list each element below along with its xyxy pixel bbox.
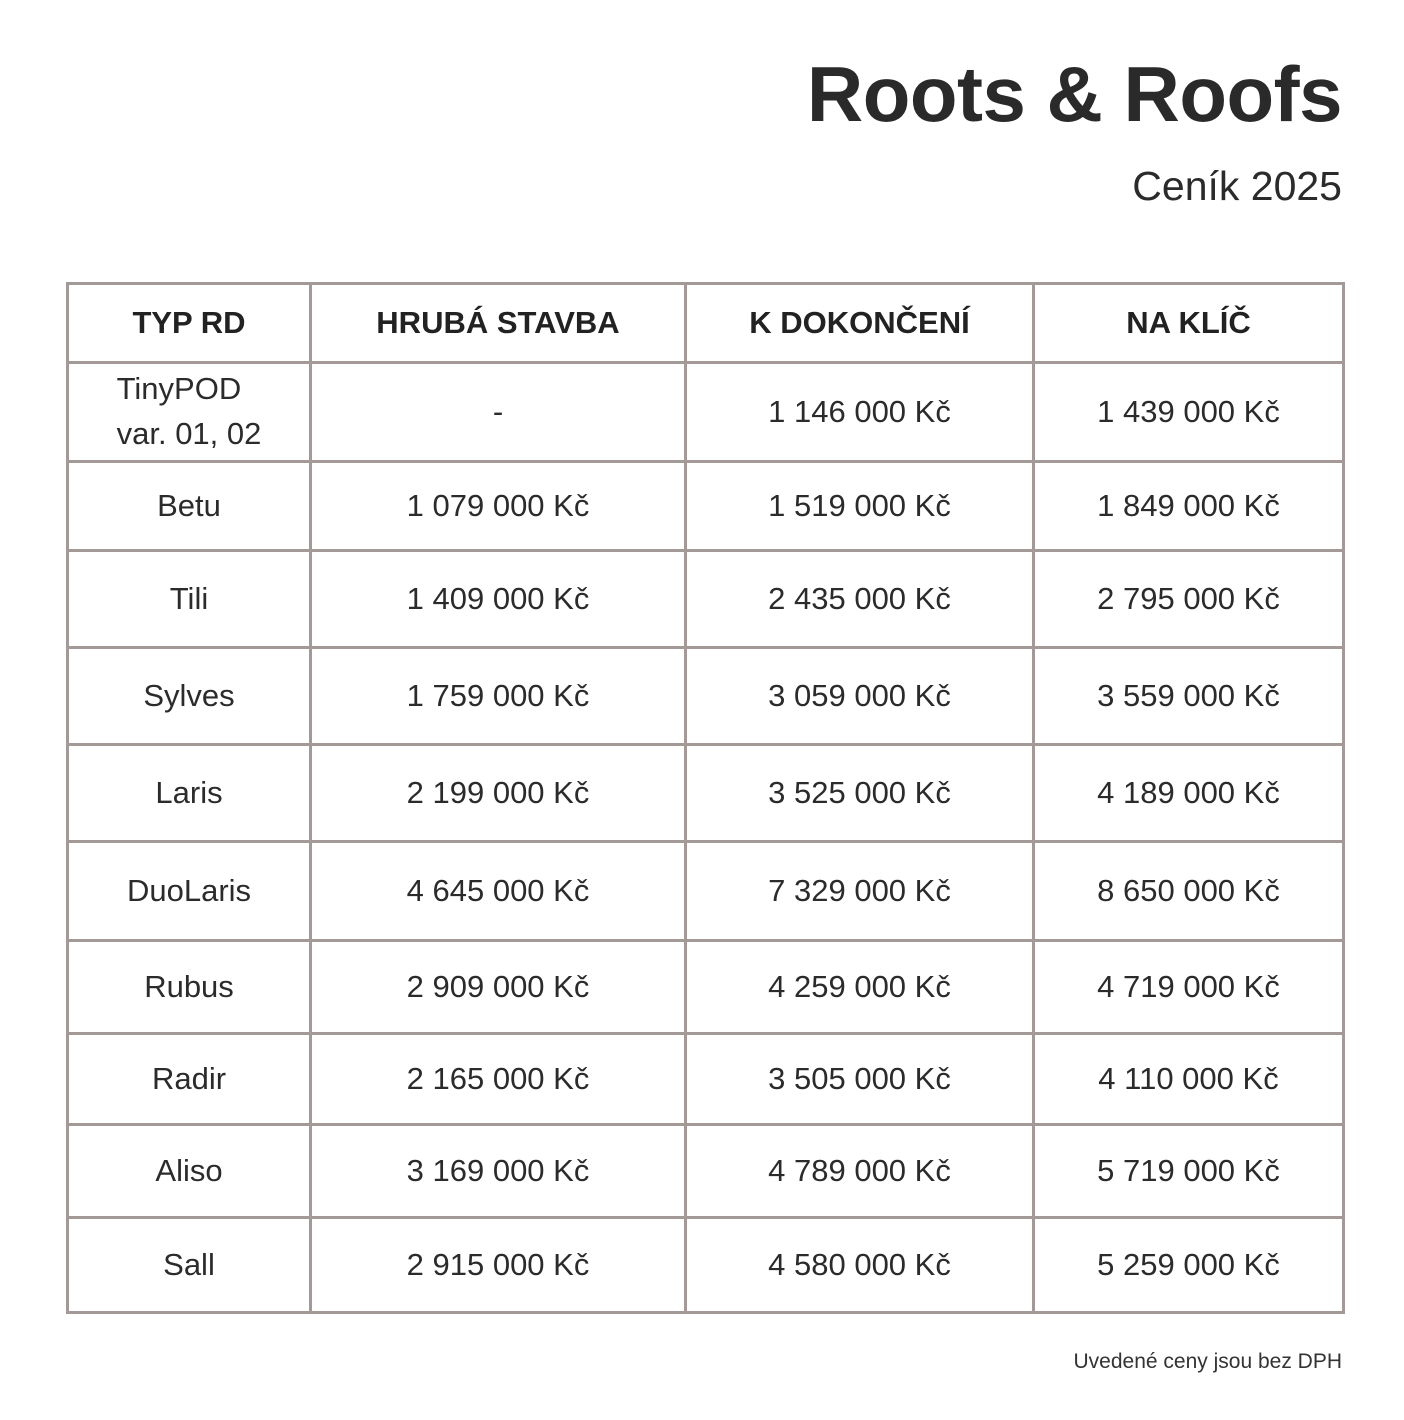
table-row (68, 551, 1344, 648)
house-type-cell: Radir (68, 1034, 311, 1125)
price-k-dokonceni: 4 580 000 Kč (686, 1218, 1034, 1313)
price-k-dokonceni: 3 525 000 Kč (686, 745, 1034, 842)
house-type-cell (68, 363, 311, 462)
table-row (68, 1125, 1344, 1218)
price-k-dokonceni: 3 059 000 Kč (686, 648, 1034, 745)
column-header-type: TYP RD (68, 284, 311, 363)
house-type-cell: Aliso (68, 1125, 311, 1218)
vat-footnote: Uvedené ceny jsou bez DPH (1073, 1350, 1342, 1373)
header-row (68, 284, 1344, 363)
price-hruba-stavba: - (311, 363, 686, 462)
column-header-na-klic: NA KLÍČ (1034, 284, 1344, 363)
house-type-cell: Tili (68, 551, 311, 648)
price-hruba-stavba: 1 759 000 Kč (311, 648, 686, 745)
table-row (68, 648, 1344, 745)
house-type-cell: Rubus (68, 941, 311, 1034)
price-na-klic: 1 439 000 Kč (1034, 363, 1344, 462)
price-hruba-stavba: 2 165 000 Kč (311, 1034, 686, 1125)
house-type-multiline (117, 367, 262, 457)
price-hruba-stavba: 2 909 000 Kč (311, 941, 686, 1034)
house-type-line: TinyPOD (116, 371, 242, 407)
column-header-k-dokonceni: K DOKONČENÍ (686, 284, 1034, 363)
table-row (68, 1218, 1344, 1313)
table-row (68, 363, 1344, 462)
house-type-line: var. 01, 02 (116, 416, 262, 451)
house-type-cell: Sylves (68, 648, 311, 745)
price-k-dokonceni: 7 329 000 Kč (686, 842, 1034, 941)
price-k-dokonceni: 1 146 000 Kč (686, 363, 1034, 462)
price-hruba-stavba: 3 169 000 Kč (311, 1125, 686, 1218)
brand-title: Roots & Roofs (806, 50, 1342, 138)
price-hruba-stavba: 1 079 000 Kč (311, 462, 686, 551)
table-row (68, 1034, 1344, 1125)
price-na-klic: 4 110 000 Kč (1034, 1034, 1344, 1125)
price-hruba-stavba: 4 645 000 Kč (311, 842, 686, 941)
house-type-cell: Sall (68, 1218, 311, 1313)
price-hruba-stavba: 2 199 000 Kč (311, 745, 686, 842)
price-na-klic: 2 795 000 Kč (1034, 551, 1344, 648)
price-table (66, 282, 1345, 1314)
price-na-klic: 4 719 000 Kč (1034, 941, 1344, 1034)
price-na-klic: 5 259 000 Kč (1034, 1218, 1344, 1313)
price-na-klic: 5 719 000 Kč (1034, 1125, 1344, 1218)
price-k-dokonceni: 2 435 000 Kč (686, 551, 1034, 648)
price-na-klic: 4 189 000 Kč (1034, 745, 1344, 842)
price-na-klic: 3 559 000 Kč (1034, 648, 1344, 745)
price-k-dokonceni: 1 519 000 Kč (686, 462, 1034, 551)
house-type-cell: Betu (68, 462, 311, 551)
table-row (68, 462, 1344, 551)
table-row (68, 745, 1344, 842)
price-hruba-stavba: 1 409 000 Kč (311, 551, 686, 648)
table-row (68, 842, 1344, 941)
price-table-body (68, 363, 1344, 1313)
price-na-klic: 8 650 000 Kč (1034, 842, 1344, 941)
column-header-hruba-stavba: HRUBÁ STAVBA (311, 284, 686, 363)
price-hruba-stavba: 2 915 000 Kč (311, 1218, 686, 1313)
house-type-cell: Laris (68, 745, 311, 842)
price-k-dokonceni: 4 259 000 Kč (686, 941, 1034, 1034)
price-k-dokonceni: 4 789 000 Kč (686, 1125, 1034, 1218)
price-na-klic: 1 849 000 Kč (1034, 462, 1344, 551)
price-k-dokonceni: 3 505 000 Kč (686, 1034, 1034, 1125)
price-list-subtitle: Ceník 2025 (1132, 163, 1342, 209)
house-type-cell: DuoLaris (68, 842, 311, 941)
table-row (68, 941, 1344, 1034)
price-table-header (68, 284, 1344, 363)
